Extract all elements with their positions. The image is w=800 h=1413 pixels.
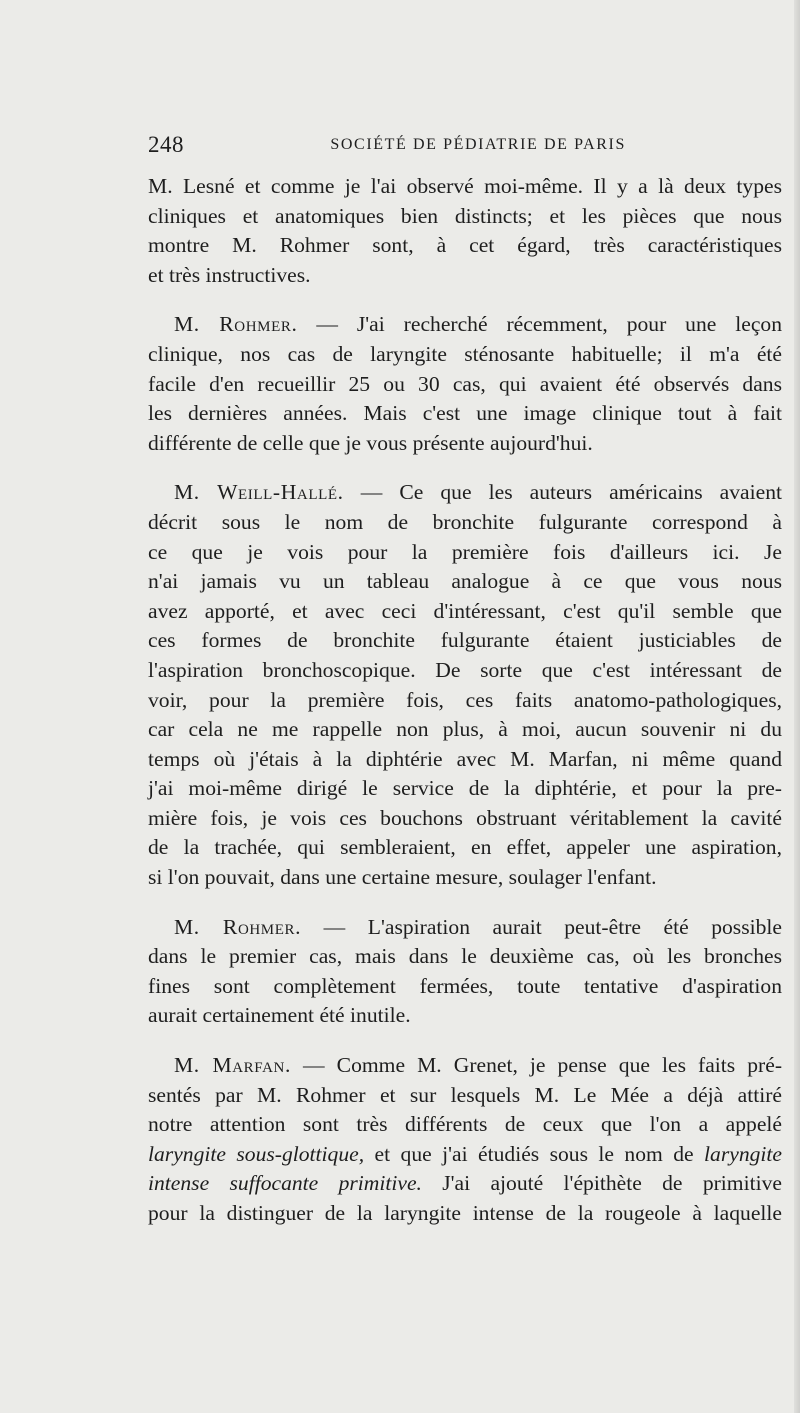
speaker-name: M. Weill-Hallé.: [174, 480, 344, 505]
text-line: [148, 1051, 782, 1081]
text-line: j'ai moi-même dirigé le service de la diphtérie, et pour la pre-: [148, 776, 782, 801]
paragraph-2: [148, 310, 782, 458]
dash: —: [343, 480, 400, 505]
text-line: [148, 310, 782, 340]
text-line: montre M. Rohmer sont, à cet égard, très caractéristiques: [148, 233, 782, 258]
text-line: décrit sous le nom de bronchite fulgurante correspond à: [148, 509, 782, 534]
text-line: dans le premier cas, mais dans le deuxième cas, où les bronches: [148, 944, 782, 969]
text-line: ce que je vois pour la première fois d'ailleurs ici. Je: [148, 539, 782, 564]
line-text: Comme M. Grenet, je pense que les faits pré-: [336, 1053, 783, 1078]
text-line: car cela ne me rappelle non plus, à moi, aucun souvenir ni du: [148, 717, 782, 742]
line-text: Ce que les auteurs américains avaient: [399, 480, 782, 505]
text-line: notre attention sont très différents de ceux que l'on a appelé: [148, 1112, 782, 1137]
text-line: pour la distinguer de la laryngite intense de la rougeole à laquelle: [148, 1201, 782, 1225]
dash: —: [290, 1053, 337, 1078]
page-header: [148, 132, 626, 160]
text-line: avez apporté, et avec ceci d'intéressant, c'est qu'il semble que: [148, 598, 782, 623]
italic-term: laryngite sous-glottique,: [148, 1141, 365, 1166]
text-line: M. Lesné et comme je l'ai observé moi-même. Il y a là deux types: [148, 174, 782, 198]
text-line: ces formes de bronchite fulgurante étaient justiciables de: [148, 628, 782, 653]
speaker-name: M. Marfan.: [174, 1053, 291, 1078]
text-line: [148, 478, 782, 508]
speaker-name: M. Rohmer.: [174, 312, 298, 337]
page-number: 248: [148, 132, 184, 157]
paragraph-4: [148, 913, 782, 1031]
text-line: l'aspiration bronchoscopique. De sorte que c'est intéressant de: [148, 657, 782, 682]
text-line: n'ai jamais vu un tableau analogue à ce que vous nous: [148, 569, 782, 594]
paragraph-1: [148, 172, 782, 290]
paragraph-5: [148, 1051, 782, 1229]
text-line: voir, pour la première fois, ces faits anatomo-pathologiques,: [148, 687, 782, 712]
line-text: L'aspiration aurait peut-être été possible: [367, 914, 782, 939]
speaker-name: M. Rohmer.: [174, 914, 302, 939]
line-text: et que j'ai étudiés sous le nom de: [364, 1141, 705, 1166]
text-line: [148, 1169, 782, 1199]
text-line: différente de celle que je vous présente aujourd'hui.: [148, 430, 593, 455]
text-line: temps où j'étais à la diphtérie avec M. Marfan, ni même quand: [148, 746, 782, 771]
text-line: de la trachée, qui sembleraient, en effet, appeler une aspiration,: [148, 835, 782, 860]
line-text: J'ai recherché récemment, pour une leçon: [356, 312, 783, 337]
text-line: sentés par M. Rohmer et sur lesquels M. Le Mée a déjà attiré: [148, 1082, 782, 1107]
text-line: et très instructives.: [148, 262, 311, 287]
line-text: J'ai ajouté l'épithète de primitive: [421, 1171, 782, 1196]
page-edge: [794, 0, 800, 1413]
text-line: facile d'en recueillir 25 ou 30 cas, qui avaient été observés dans: [148, 371, 782, 396]
italic-term: intense suffocante primitive.: [148, 1171, 422, 1196]
text-line: [148, 1140, 782, 1170]
text-line: les dernières années. Mais c'est une image clinique tout à fait: [148, 401, 782, 426]
italic-term: laryngite: [704, 1141, 782, 1166]
text-line: clinique, nos cas de laryngite sténosante habituelle; il m'a été: [148, 341, 782, 366]
body-text: [148, 172, 782, 1229]
paragraph-3: [148, 478, 782, 892]
text-line: mière fois, je vois ces bouchons obstruant véritablement la cavité: [148, 805, 782, 830]
running-head: SOCIÉTÉ DE PÉDIATRIE DE PARIS: [330, 136, 626, 153]
text-line: si l'on pouvait, dans une certaine mesure, soulager l'enfant.: [148, 865, 657, 890]
text-line: cliniques et anatomiques bien distincts; et les pièces que nous: [148, 203, 782, 228]
text-line: [148, 913, 782, 943]
dash: —: [297, 312, 357, 337]
text-line: fines sont complètement fermées, toute tentative d'aspiration: [148, 973, 782, 998]
dash: —: [301, 914, 368, 939]
text-line: aurait certainement été inutile.: [148, 1003, 411, 1028]
